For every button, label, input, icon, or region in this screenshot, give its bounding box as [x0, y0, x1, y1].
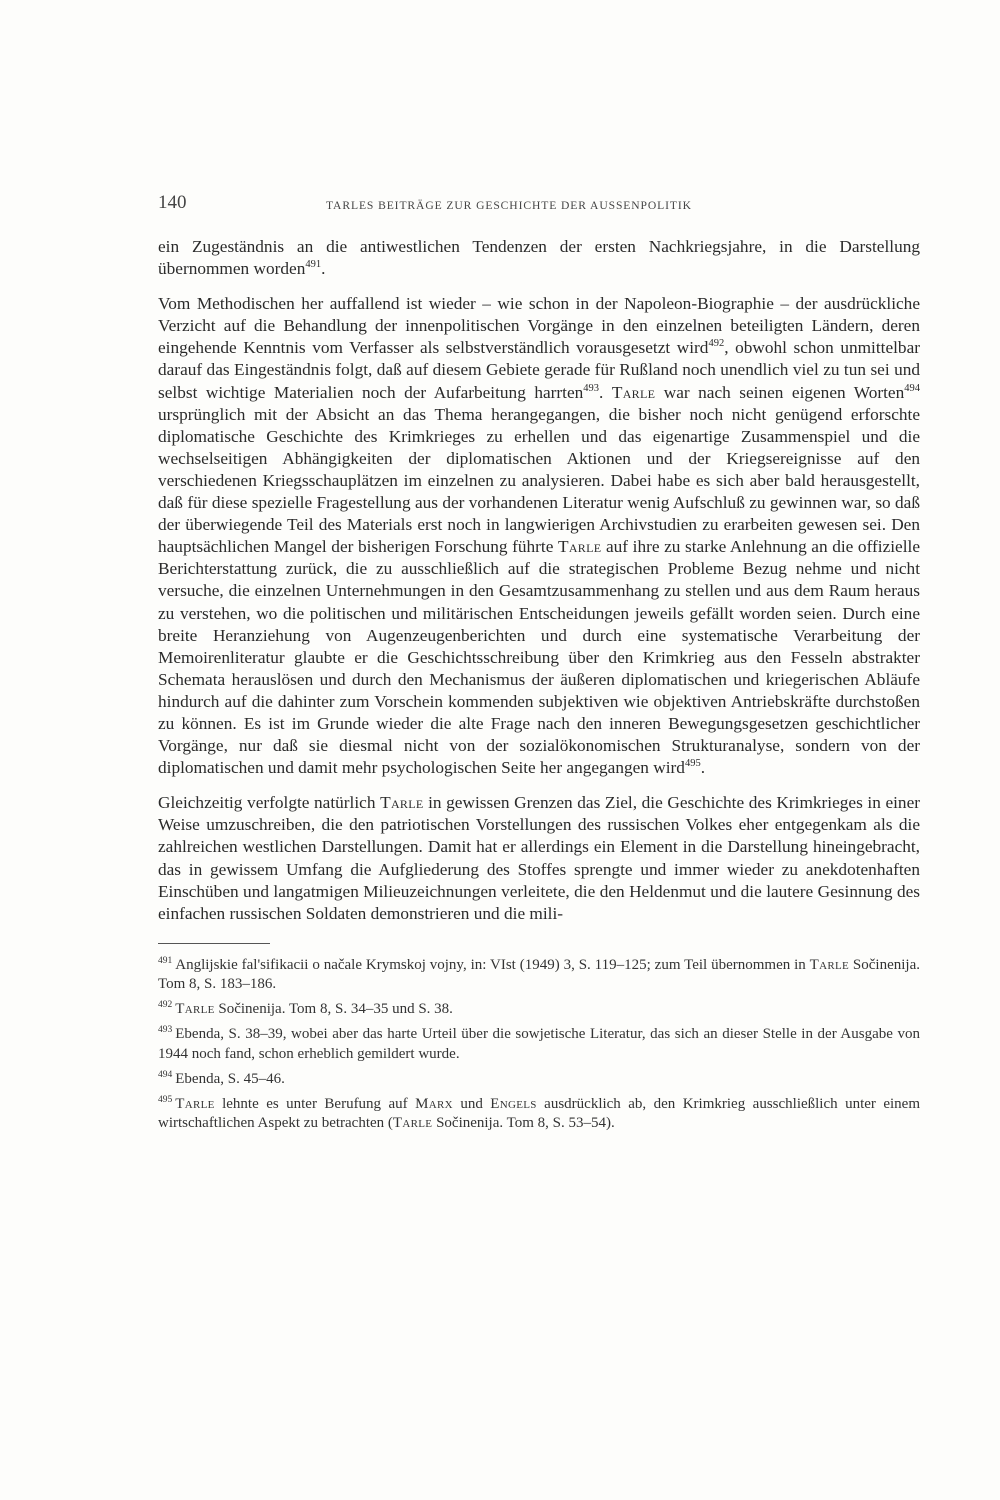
paragraph-3	[158, 792, 920, 925]
footnote-493	[158, 1025, 920, 1063]
paragraph-1	[158, 236, 920, 280]
footnote-491	[158, 956, 920, 994]
text-segment: Ebenda, S. 38–39, wobei aber das harte Urteil über die sowjetische Literatur, das sich an dieser Stelle in der Ausgabe von 1944 noch fand, schon erheblich gemildert wurde.	[158, 1026, 920, 1062]
book-page	[158, 192, 920, 1139]
text-segment: .	[599, 382, 612, 402]
text-segment: Ebenda, S. 45–46.	[175, 1070, 285, 1087]
text-segment: lehnte es unter Berufung auf	[214, 1096, 416, 1113]
text-segment: ein Zugeständnis an die antiwestlichen Tendenzen der ersten Nachkriegsjahre, in die Darstellung übernommen worden	[158, 237, 920, 279]
footnote-number: 492	[158, 1000, 173, 1011]
author-name: Tarle	[557, 537, 602, 557]
footnote-number: 494	[158, 1069, 173, 1080]
footnote-ref-494[interactable]: 494	[904, 382, 920, 394]
text-segment: , obwohl schon unmittelbar darauf das Eingeständnis folgt, daß auf diesem Gebiete gerade für Rußland noch unendlich viel zu tun sei und selbst wichtige Materialien noch der Aufarbeitung harrten	[158, 338, 921, 402]
footnotes	[158, 956, 920, 1134]
footnote-number: 495	[158, 1095, 173, 1106]
text-segment: Vom Methodischen her auffallend ist wieder – wie schon in der Napoleon-Biographie – der ausdrückliche Verzicht auf die Behandlung der innenpolitischen Vorgänge in den einzelnen beteiligten Ländern, deren eingehende Kenntnis vom Verfasser als selbstverständlich vorausgesetzt wird	[158, 294, 920, 358]
text-segment: Sočinenija. Tom 8, S. 53–54).	[432, 1115, 615, 1132]
author-name: Tarle	[175, 1001, 215, 1018]
author-name: Tarle	[392, 1115, 433, 1132]
footnote-number: 491	[158, 955, 173, 966]
text-segment: ausdrücklich ab, den Krimkrieg ausschließlich unter einem wirtschaftlichen Aspekt zu betrachten (	[158, 1096, 921, 1132]
text-segment: .	[321, 259, 326, 279]
text-segment: .	[700, 758, 706, 778]
footnote-ref-495[interactable]: 495	[684, 758, 701, 770]
text-segment: Gleichzeitig verfolgte natürlich	[158, 793, 381, 813]
author-name: Marx	[415, 1096, 453, 1113]
footnote-492	[158, 1000, 920, 1019]
footnote-495	[158, 1095, 920, 1133]
footnote-ref-493[interactable]: 493	[583, 382, 600, 394]
footnote-ref-491[interactable]: 491	[305, 259, 322, 271]
main-text	[158, 236, 920, 925]
text-segment: in gewissen Grenzen das Ziel, die Geschichte des Krimkrieges in einer Weise umzuschreiben, die den patriotischen Vorstellungen des russischen Volkes eher entgegenkam als die zahlreichen westlichen Darstellungen. Damit hat er allerdings ein Element in die Darstellung hineingebracht, das in gewissem Umfang die Aufgliederung des Stoffes sprengte und immer wieder zu anekdotenhaften Einschüben und langatmigen Milieuzeichnungen verleitete, die den Heldenmut und die lautere Gesinnung des einfachen russischen Soldaten demonstrieren und die mili-	[158, 793, 920, 923]
page-number: 140	[158, 192, 187, 213]
author-name: Tarle	[175, 1096, 215, 1113]
text-segment: ursprünglich mit der Absicht an das Thema herangegangen, die bisher noch nicht genügend erforschte diplomatische Geschichte des Krimkrieges zu erhellen und das eigenartige Zusammenspiel und die wechselseitigen Abhängigkeiten der diplomatischen Aktionen und der Kriegsereignisse auf den verschiedenen Kriegsschauplätzen im einzelnen zu analysieren. Dabei habe es sich aber bald herausgestellt, daß für diese spezielle Fragestellung aus der vorhandenen Literatur wenig Aufschluß zu gewinnen war, so daß der überwiegende Teil des Materials erst noch in langwierigen Archivstudien zu erarbeiten gewesen sei. Den hauptsächlichen Mangel der bisherigen Forschung führte	[158, 404, 920, 557]
author-name: Tarle	[611, 382, 656, 402]
footnote-divider	[158, 943, 270, 944]
author-name: Tarle	[809, 956, 850, 973]
footnote-number: 493	[158, 1025, 173, 1036]
text-segment: und	[452, 1096, 491, 1113]
text-segment: auf ihre zu starke Anlehnung an die offizielle Berichterstattung zurück, die zu ausschließlich auf die strategischen Probleme Bezug nehme und nicht versuche, die einzelnen Unternehmungen in den Gesamtzusammenhang zu stellen und aus dem Raum heraus zu verstehen, wo die politischen und militärischen Entscheidungen jeweils gefällt worden seien. Durch eine breite Heranziehung von Augenzeugenberichten und durch eine systematische Verarbeitung der Memoirenliteratur glaubte er die Geschichtsschreibung über den Krimkrieg aus den Fesseln abstrakter Schemata herauslösen und durch den Mechanismus der äußeren diplomatischen und kriegerischen Abläufe hindurch auf die dahinter zum Vorschein kommenden subjektiven wie objektiven Antriebskräfte durchstoßen zu können. Es ist im Grunde wieder die alte Frage nach den inneren Bewegungsgesetzen geschichtlicher Vorgänge, nur daß sie diesmal nicht von der sozialökonomischen Strukturanalyse, sondern von der diplomatischen und damit mehr psychologischen Seite her angegangen wird	[158, 537, 920, 778]
text-segment: Anglijskie fal'sifikacii o načale Krymskoj vojny, in: VIst (1949) 3, S. 119–125; zum Teil übernommen in	[175, 956, 810, 973]
paragraph-2	[158, 293, 920, 779]
running-title: TARLES BEITRÄGE ZUR GESCHICHTE DER AUSSENPOLITIK	[326, 199, 692, 212]
footnote-ref-492[interactable]: 492	[708, 338, 725, 350]
footnote-494	[158, 1070, 920, 1089]
author-name: Tarle	[380, 793, 424, 813]
author-name: Engels	[490, 1096, 537, 1113]
text-segment: Sočinenija. Tom 8, S. 34–35 und S. 38.	[214, 1001, 453, 1018]
running-head	[158, 192, 920, 222]
text-segment: war nach seinen eigenen Worten	[655, 382, 905, 402]
text-segment: Sočinenija. Tom 8, S. 183–186.	[158, 956, 920, 993]
